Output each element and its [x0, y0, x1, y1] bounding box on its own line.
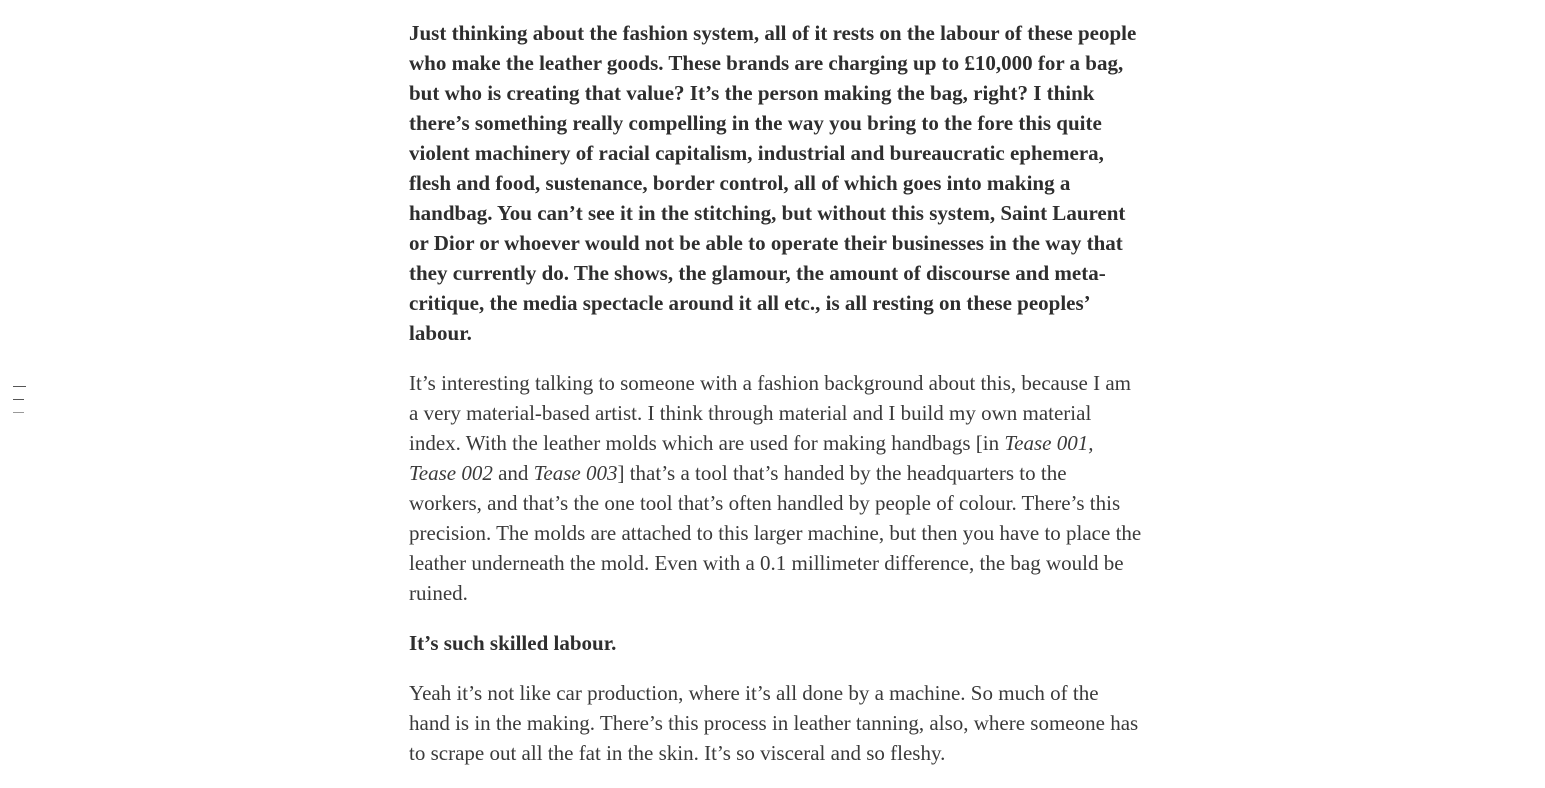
table-of-contents-lines-icon[interactable] [13, 386, 27, 425]
toc-line [13, 399, 24, 400]
toc-line [13, 412, 24, 413]
artwork-title: Tease 001, Tease 002 [409, 431, 1094, 485]
interview-answer [409, 368, 1144, 608]
artwork-title: Tease 003 [533, 461, 618, 485]
answer-text: ] that’s a tool that’s handed by the headquarters to the workers, and that’s the one tool that’s often handled by people of colour. There’s this precision. The molds are attached to this larger machine, but then you have to place the leather underneath the mold. Even with a 0.1 millimeter difference, the bag would be ruined. [409, 461, 1142, 605]
interview-answer: Yeah it’s not like car production, where it’s all done by a machine. So much of the hand is in the making. There’s this process in leather tanning, also, where someone has to scrape out all the fat in the skin. It’s so visceral and so fleshy. [409, 681, 1139, 765]
answer-text: and [492, 461, 534, 485]
interview-question: It’s such skilled labour. [409, 631, 617, 655]
toc-line [13, 386, 26, 387]
interview-question: Just thinking about the fashion system, all of it rests on the labour of these people who make the leather goods. These brands are charging up to £10,000 for a bag, but who is creating that value? It’s the person making the bag, right? I think there’s something really compelling in the way you bring to the fore this quite violent machinery of racial capitalism, industrial and bureaucratic ephemera, flesh and food, sustenance, border control, all of which goes into making a handbag. You can’t see it in the stitching, but without this system, Saint Laurent or Dior or whoever would not be able to operate their businesses in the way that they currently do. The shows, the glamour, the amount of discourse and meta-critique, the media spectacle around it all etc., is all resting on these peoples’ labour. [409, 21, 1137, 345]
article-body [409, 18, 1144, 788]
answer-text: It’s interesting talking to someone with a fashion background about this, because I am a very material-based artist. I think through material and I build my own material index. With the leather molds which are used for making handbags [in [409, 371, 1131, 455]
